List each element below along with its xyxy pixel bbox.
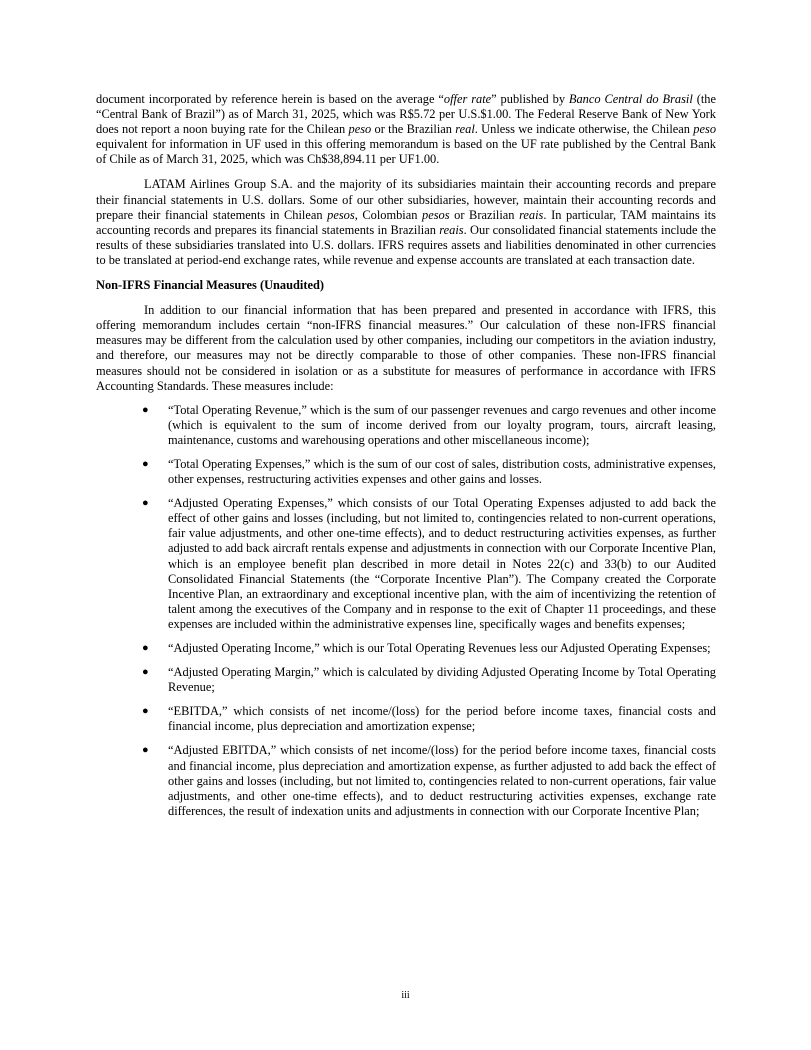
document-page [96, 92, 716, 828]
bullet-icon: ● [142, 705, 149, 718]
paragraph-accounting-records: LATAM Airlines Group S.A. and the majority of its subsidiaries maintain their accounting records and prepare their financial statements in U.S. dollars. Some of our other subsidiaries, however, maintain their accounting records and prepare their financial statements in Chilean pesos, Colombian pesos or Brazilian reais. In particular, TAM maintains its accounting records and prepares its financial statements in Brazilian reais. Our consolidated financial statements include the results of these subsidiaries translated into U.S. dollars. IFRS requires assets and liabilities denominated in other currencies to be translated at period-end exchange rates, while revenue and expense accounts are translated at each transaction date. [96, 177, 716, 267]
bullet-icon: ● [142, 744, 149, 757]
list-item: ● “Adjusted Operating Margin,” which is calculated by dividing Adjusted Operating Income by Total Operating Revenue; [142, 665, 716, 695]
page-number: iii [401, 990, 410, 1001]
paragraph-non-ifrs-intro: In addition to our financial information that has been prepared and presented in accordance with IFRS, this offering memorandum includes certain “non-IFRS financial measures.” Our calculation of these non-IFRS financial measures may be different from the calculation used by other companies, including our competitors in the aviation industry, and therefore, our measures may not be directly comparable to those of other companies. These non-IFRS financial measures should not be considered in isolation or as a substitute for measures of performance in accordance with IFRS Accounting Standards. These measures include: [96, 303, 716, 393]
list-item: ● “EBITDA,” which consists of net income/(loss) for the period before income taxes, financial costs and financial income, plus depreciation and amortization expense; [142, 704, 716, 734]
list-item: ● “Adjusted Operating Expenses,” which consists of our Total Operating Expenses adjusted to add back the effect of other gains and losses (including, but not limited to, contingencies related to non-current operations, fair value adjustments, and other one-time effects), and to deduct restructuring activities expenses, as further adjusted to add back aircraft rentals expense and adjustments in connection with our Corporate Incentive Plan, which is an employee benefit plan described in more detail in Notes 22(c) and 33(b) to our Audited Consolidated Financial Statements (the “Corporate Incentive Plan”). The Company created the Corporate Incentive Plan, an extraordinary and exceptional incentive plan, with the aim of incentivizing the retention of talent among the executives of the Company and in response to the exit of Chapter 11 proceedings, and these expenses are included within the administrative expenses line, specifically wages and benefits expenses; [142, 496, 716, 631]
paragraph-exchange-rates: document incorporated by reference herein is based on the average “offer rate” published by Banco Central do Brasil (the “Central Bank of Brazil”) as of March 31, 2025, which was R$5.72 per U.S.$1.00. The Federal Reserve Bank of New York does not report a noon buying rate for the Chilean peso or the Brazilian real. Unless we indicate otherwise, the Chilean peso equivalent for information in UF used in this offering memorandum is based on the UF rate published by the Central Bank of Chile as of March 31, 2025, which was Ch$38,894.11 per UF1.00. [96, 92, 717, 167]
section-heading: Non-IFRS Financial Measures (Unaudited) [96, 278, 324, 293]
list-item: ● “Total Operating Expenses,” which is the sum of our cost of sales, distribution costs, administrative expenses, other expenses, restructuring activities expenses and other gains and losses. [142, 456, 716, 487]
bullet-icon: ● [142, 642, 149, 654]
measures-list [96, 403, 716, 819]
bullet-icon: ● [142, 457, 149, 470]
list-item: ● “Adjusted Operating Income,” which is our Total Operating Revenues less our Adjusted Operating Expenses; [142, 641, 711, 655]
list-item: ● “Adjusted EBITDA,” which consists of net income/(loss) for the period before income taxes, financial costs and financial income, plus depreciation and amortization expense, as further adjusted to add back the effect of other gains and losses (including, but not limited to, contingencies related to non-current operations, fair value adjustments, and other one-time effects), and to deduct restructuring activities expenses, exchange rate differences, the result of indexation units and adjustments in connection with our Corporate Incentive Plan; [142, 743, 716, 818]
bullet-icon: ● [142, 666, 149, 679]
bullet-icon: ● [142, 497, 149, 510]
list-item: ● “Total Operating Revenue,” which is the sum of our passenger revenues and cargo revenues and other income (which is equivalent to the sum of income derived from our loyalty program, tours, aircraft leasing, maintenance, customs and warehousing operations and other miscellaneous income); [142, 402, 716, 447]
bullet-icon: ● [142, 403, 149, 416]
